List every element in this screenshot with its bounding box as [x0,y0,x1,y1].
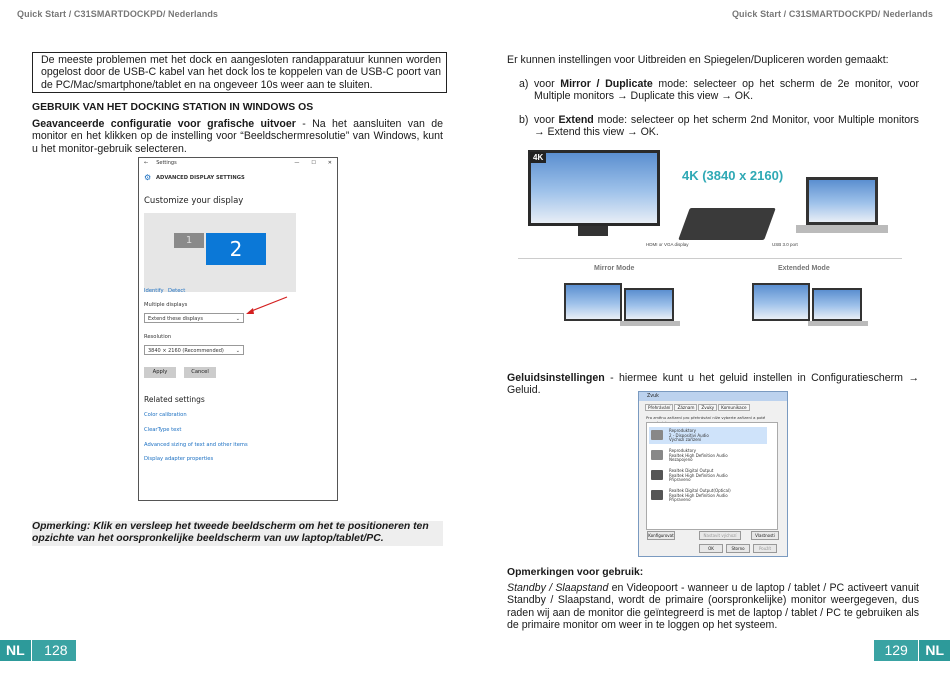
ok-button: OK [699,544,723,553]
mirror-laptop-image [624,288,674,321]
config-text: - Na het aansluiten van de monitor en het klikken op de instelling voor “Beeldschermresolutie” van Windows, kunt u het monitor-gebruik selecteren. [32,118,444,155]
note-paragraph: Opmerking: Klik en versleep het tweede beeldscherm om het te positioneren ten opzichte van het oorspronkelijke beeldscherm van uw laptop/tablet/PC. [32,521,443,546]
device-state: Připraveno [669,497,691,502]
section-heading: GEBRUIK VAN HET DOCKING STATION IN WINDOWS OS [32,102,314,113]
chevron-down-icon: ⌄ [235,316,240,322]
apply-button: Použít [753,544,777,553]
list-item [649,427,767,444]
device-state: Výchozí zařízení [669,437,702,442]
list-item [649,467,767,484]
usb-caption: USB 3.0 port [772,242,798,247]
device-name: Reproduktory [669,448,697,453]
digital-output-icon [651,470,663,480]
device-sub: Realtek High Definition Audio [669,452,728,458]
related-link: Display adapter properties [144,456,214,462]
customize-heading: Customize your display [144,196,244,206]
speaker-icon [651,430,663,440]
close-icon: ✕ [327,160,332,166]
monitor-stand [578,226,608,236]
list-item [649,487,767,504]
back-arrow-icon: ← [144,160,149,166]
sound-dialog-title: Zvuk [639,392,787,401]
tab-playback: Přehrávání [645,404,673,411]
extend-item [534,114,919,139]
configure-button: Konfigurovat [648,533,674,538]
settings-title: Settings [156,160,177,166]
related-settings-heading: Related settings [144,395,205,404]
mirror-monitor-image [564,283,622,321]
intro-paragraph: Er kunnen instellingen voor Uitbreiden en Spiegelen/Dupliceren worden gemaakt: [507,54,889,66]
red-arrow-icon [243,295,288,317]
footer-left [0,640,76,661]
related-link: Color calibration [144,412,187,418]
extended-laptop-image [812,288,862,321]
monitor-2-tile: 2 [206,233,266,265]
settings-section-title: ADVANCED DISPLAY SETTINGS [156,175,245,181]
laptop-base [808,321,868,326]
running-header-right: Quick Start / C31SMARTDOCKPD/ Nederlands [731,9,933,19]
remarks-paragraph [507,582,919,632]
list-marker-b: b) [519,114,529,126]
apply-button: Apply [144,367,176,378]
tab-recording: Záznam [674,404,697,411]
maximize-icon: ☐ [311,160,316,166]
multiple-displays-label: Multiple displays [144,302,188,308]
extended-monitor-image [752,283,810,321]
set-default-button: Nastavit výchozí [699,531,741,540]
sound-instruction: Pro změnu zařízení pro přehrávání níže vyberte zařízení a poté [646,415,766,420]
page-number: 128 [32,640,75,661]
device-state: Nezapojeno [669,457,693,462]
laptop-base [796,225,888,233]
running-header-left: Quick Start / C31SMARTDOCKPD/ Nederlands [17,9,219,19]
mirror-bold: Mirror / Duplicate [560,78,653,90]
chevron-down-icon: ⌄ [235,348,240,354]
display-arrangement [144,213,296,292]
tab-sounds: Zvuky [698,404,717,411]
settings-titlebar [139,158,337,168]
resolution-select [144,345,244,355]
footer-right [874,640,950,661]
extend-text: mode: selecteer op het scherm 2nd Monitor, voor Multiple monitors → Extend this view → OK. [534,114,919,139]
mirror-item [534,78,919,103]
4k-monitor-image [528,150,660,226]
device-sub: 2 - Dispositivi Audio [669,432,709,438]
config-paragraph [32,118,443,155]
related-link: Advanced sizing of text and other items [144,442,248,448]
dock-promo-image [514,146,906,358]
tip-box: De meeste problemen met het dock en aangesloten randapparatuur kunnen worden opgelost door de USB-C kabel van het dock los te koppelen van de USB-C poort van de PC/Mac/smartphone/tablet en na ongeveer 10s weer aan te sluiten. [32,52,447,93]
gear-icon: ⚙ [144,173,152,182]
mirror-pre: voor [534,78,561,90]
4k-badge: 4K [530,152,546,163]
device-sub: Realtek High Definition Audio [669,492,728,498]
sound-tabs [645,404,750,411]
list-marker-a: a) [519,78,529,90]
digital-output-icon [651,490,663,500]
device-state: Připraveno [669,477,691,482]
minimize-icon: — [294,160,300,166]
resolution-value: 3840 × 2160 (Recommended) [148,348,224,354]
sound-text: - hiermee kunt u het geluid instellen in Configuratiescherm → Geluid. [507,372,919,397]
list-item [649,447,767,464]
resolution-label: Resolution [144,334,172,340]
multiple-displays-value: Extend these displays [148,316,203,322]
extend-bold: Extend [558,114,594,126]
device-list [646,422,778,530]
docking-station-image [678,208,776,240]
remarks-text: en Videopoort - wanneer u de laptop / tablet / PC activeert vanuit Standby / Slaapstand, wordt de primaire (oorspronkelijke) monitor weergegeven, dus raden wij aan de monitor die geïntegreerd is met de laptop / tablet / PC te gebruiken als de primaire monitor om weer in te loggen op het systeem. [507,582,920,632]
extend-pre: voor [534,114,559,126]
language-badge: NL [919,640,950,661]
config-bold: Geavanceerde configuratie voor grafische uitvoer [32,118,296,130]
page-number: 129 [874,640,917,661]
mirror-mode-label: Mirror Mode [594,265,635,272]
sound-dialog-screenshot [638,391,788,557]
identify-link: Identify [144,288,164,294]
laptop-base [620,321,680,326]
related-link: ClearType text [144,427,182,433]
device-name: Realtek Digital Output [669,468,714,473]
resolution-label: 4K (3840 x 2160) [682,168,784,183]
remarks-italic: Standby / Slaapstand [507,582,609,594]
speaker-icon [651,450,663,460]
device-name: Realtek Digital Output(Optical) [669,488,731,493]
device-sub: Realtek High Definition Audio [669,472,728,478]
device-name: Reproduktory [669,428,697,433]
tab-communication: Komunikace [718,404,749,411]
multiple-displays-select [144,313,244,323]
mirror-text: mode: selecteer op het scherm de 2e monitor, voor Multiple monitors → Duplicate this view → OK. [534,78,919,103]
sound-bold: Geluidsinstellingen [507,372,605,384]
detect-link: Detect [168,288,186,294]
laptop-screen-image [806,177,878,225]
properties-button: Vlastnosti [751,531,779,540]
monitor-1-tile: 1 [174,233,204,248]
cancel-button: Cancel [184,367,216,378]
cancel-button: Storno [726,544,750,553]
language-badge: NL [0,640,31,661]
hdmi-caption: HDMI or VGA display [646,242,689,247]
extended-mode-label: Extended Mode [778,265,830,272]
divider [518,258,902,259]
remarks-heading: Opmerkingen voor gebruik: [507,567,644,578]
settings-window-screenshot [138,157,338,501]
